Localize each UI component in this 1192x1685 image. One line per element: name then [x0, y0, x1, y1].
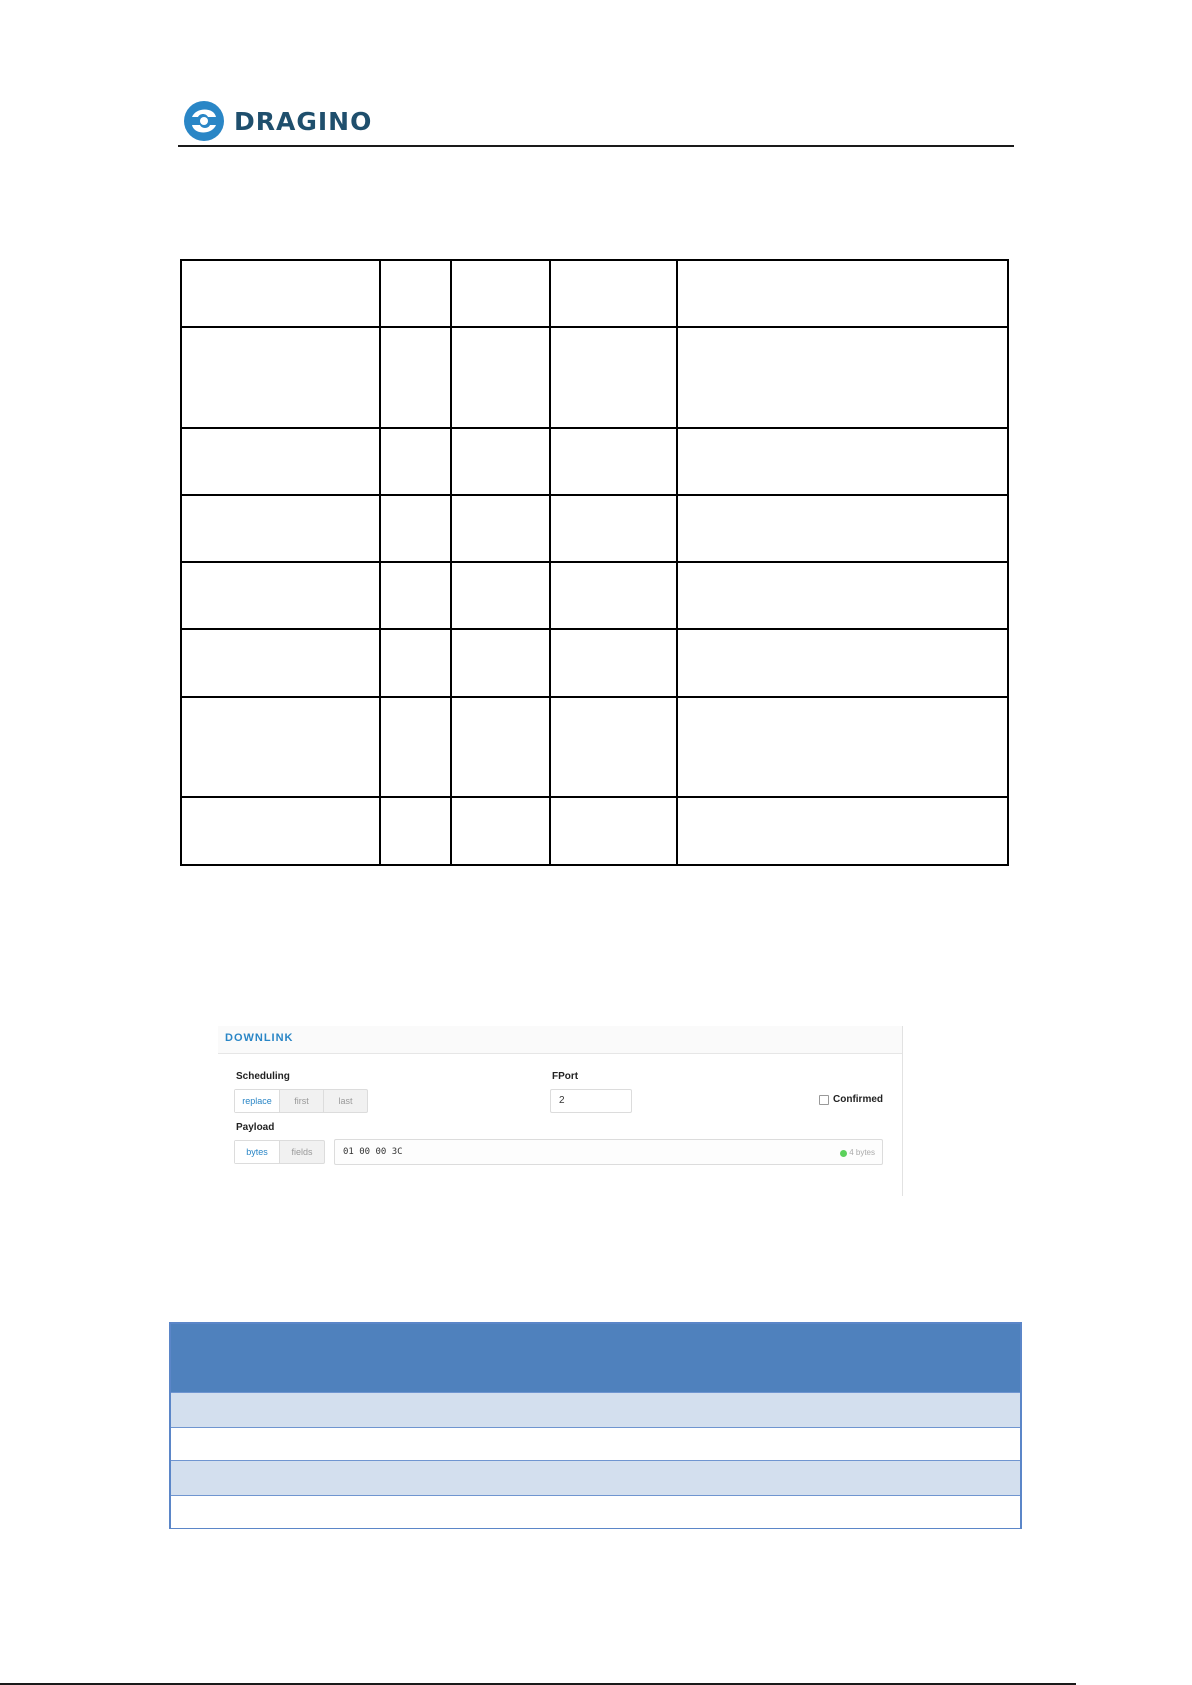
- table-cell: [451, 495, 550, 562]
- table-cell: [181, 327, 380, 428]
- table-row: [171, 1460, 1020, 1496]
- table-row: [181, 629, 1008, 697]
- table-cell: [181, 629, 380, 697]
- payload-value: 01 00 00 3C: [343, 1147, 403, 1157]
- table-cell: [380, 428, 451, 495]
- table-cell: [380, 327, 451, 428]
- table-header-row: [171, 1324, 1020, 1392]
- valid-status-dot: [840, 1150, 847, 1157]
- confirmed-checkbox[interactable]: [819, 1095, 829, 1105]
- table-cell: [181, 697, 380, 797]
- table-row: [181, 260, 1008, 327]
- table-cell: [181, 428, 380, 495]
- table-cell: [550, 260, 677, 327]
- table-cell: [677, 327, 1008, 428]
- table-row: [181, 562, 1008, 629]
- scheduling-label: Scheduling: [236, 1071, 290, 1082]
- payload-mode-bytes[interactable]: bytes: [235, 1141, 280, 1163]
- table-cell: [380, 797, 451, 865]
- payload-label: Payload: [236, 1122, 275, 1133]
- scheduling-option-replace[interactable]: replace: [235, 1090, 280, 1112]
- downlink-panel: [218, 1026, 903, 1196]
- scheduling-option-first[interactable]: first: [280, 1090, 324, 1112]
- table-cell: [550, 495, 677, 562]
- table-row: [181, 797, 1008, 865]
- table-row: [171, 1495, 1020, 1528]
- table-cell: [677, 495, 1008, 562]
- dragino-logo: [180, 97, 380, 145]
- table-cell: [451, 562, 550, 629]
- table-cell: [451, 697, 550, 797]
- logo-text: DRAGINO: [234, 106, 373, 136]
- table-cell: [181, 797, 380, 865]
- table-cell: [677, 260, 1008, 327]
- table-cell: [451, 629, 550, 697]
- payload-byte-count: 4 bytes: [849, 1148, 875, 1157]
- table-cell: [550, 797, 677, 865]
- table-cell: [380, 562, 451, 629]
- scheduling-option-last[interactable]: last: [338, 1096, 353, 1106]
- table-cell: [380, 697, 451, 797]
- parameter-table: [180, 259, 1009, 866]
- panel-border: [902, 1026, 903, 1196]
- table-cell: [677, 562, 1008, 629]
- table-cell: [677, 697, 1008, 797]
- table-cell: [380, 629, 451, 697]
- payload-mode-fields[interactable]: fields: [291, 1147, 313, 1157]
- dragino-logo-icon: [180, 97, 228, 145]
- table-cell: [181, 260, 380, 327]
- table-cell: [550, 562, 677, 629]
- table-cell: [677, 629, 1008, 697]
- table-row: [181, 428, 1008, 495]
- confirmed-label: Confirmed: [833, 1094, 883, 1105]
- table-cell: [380, 495, 451, 562]
- fport-input[interactable]: 2: [550, 1089, 632, 1113]
- table-row: [181, 327, 1008, 428]
- table-cell: [677, 428, 1008, 495]
- table-row: [171, 1427, 1020, 1461]
- table-cell: [451, 797, 550, 865]
- table-cell: [181, 495, 380, 562]
- table-cell: [451, 260, 550, 327]
- table-cell: [550, 428, 677, 495]
- table-cell: [380, 260, 451, 327]
- table-cell: [181, 562, 380, 629]
- fport-label: FPort: [552, 1071, 579, 1082]
- table-cell: [550, 629, 677, 697]
- table-cell: [677, 797, 1008, 865]
- table-cell: [550, 697, 677, 797]
- table-cell: [451, 327, 550, 428]
- table-row: [181, 495, 1008, 562]
- table-row: [171, 1392, 1020, 1428]
- table-cell: [550, 327, 677, 428]
- scheduling-selector[interactable]: [234, 1089, 368, 1113]
- payload-mode-selector[interactable]: [234, 1140, 325, 1164]
- table-row: [181, 697, 1008, 797]
- header-divider: [178, 145, 1014, 147]
- striped-table: [169, 1322, 1022, 1529]
- table-cell: [451, 428, 550, 495]
- payload-input[interactable]: [334, 1139, 883, 1165]
- downlink-header: [218, 1026, 903, 1054]
- downlink-title: DOWNLINK: [225, 1032, 294, 1044]
